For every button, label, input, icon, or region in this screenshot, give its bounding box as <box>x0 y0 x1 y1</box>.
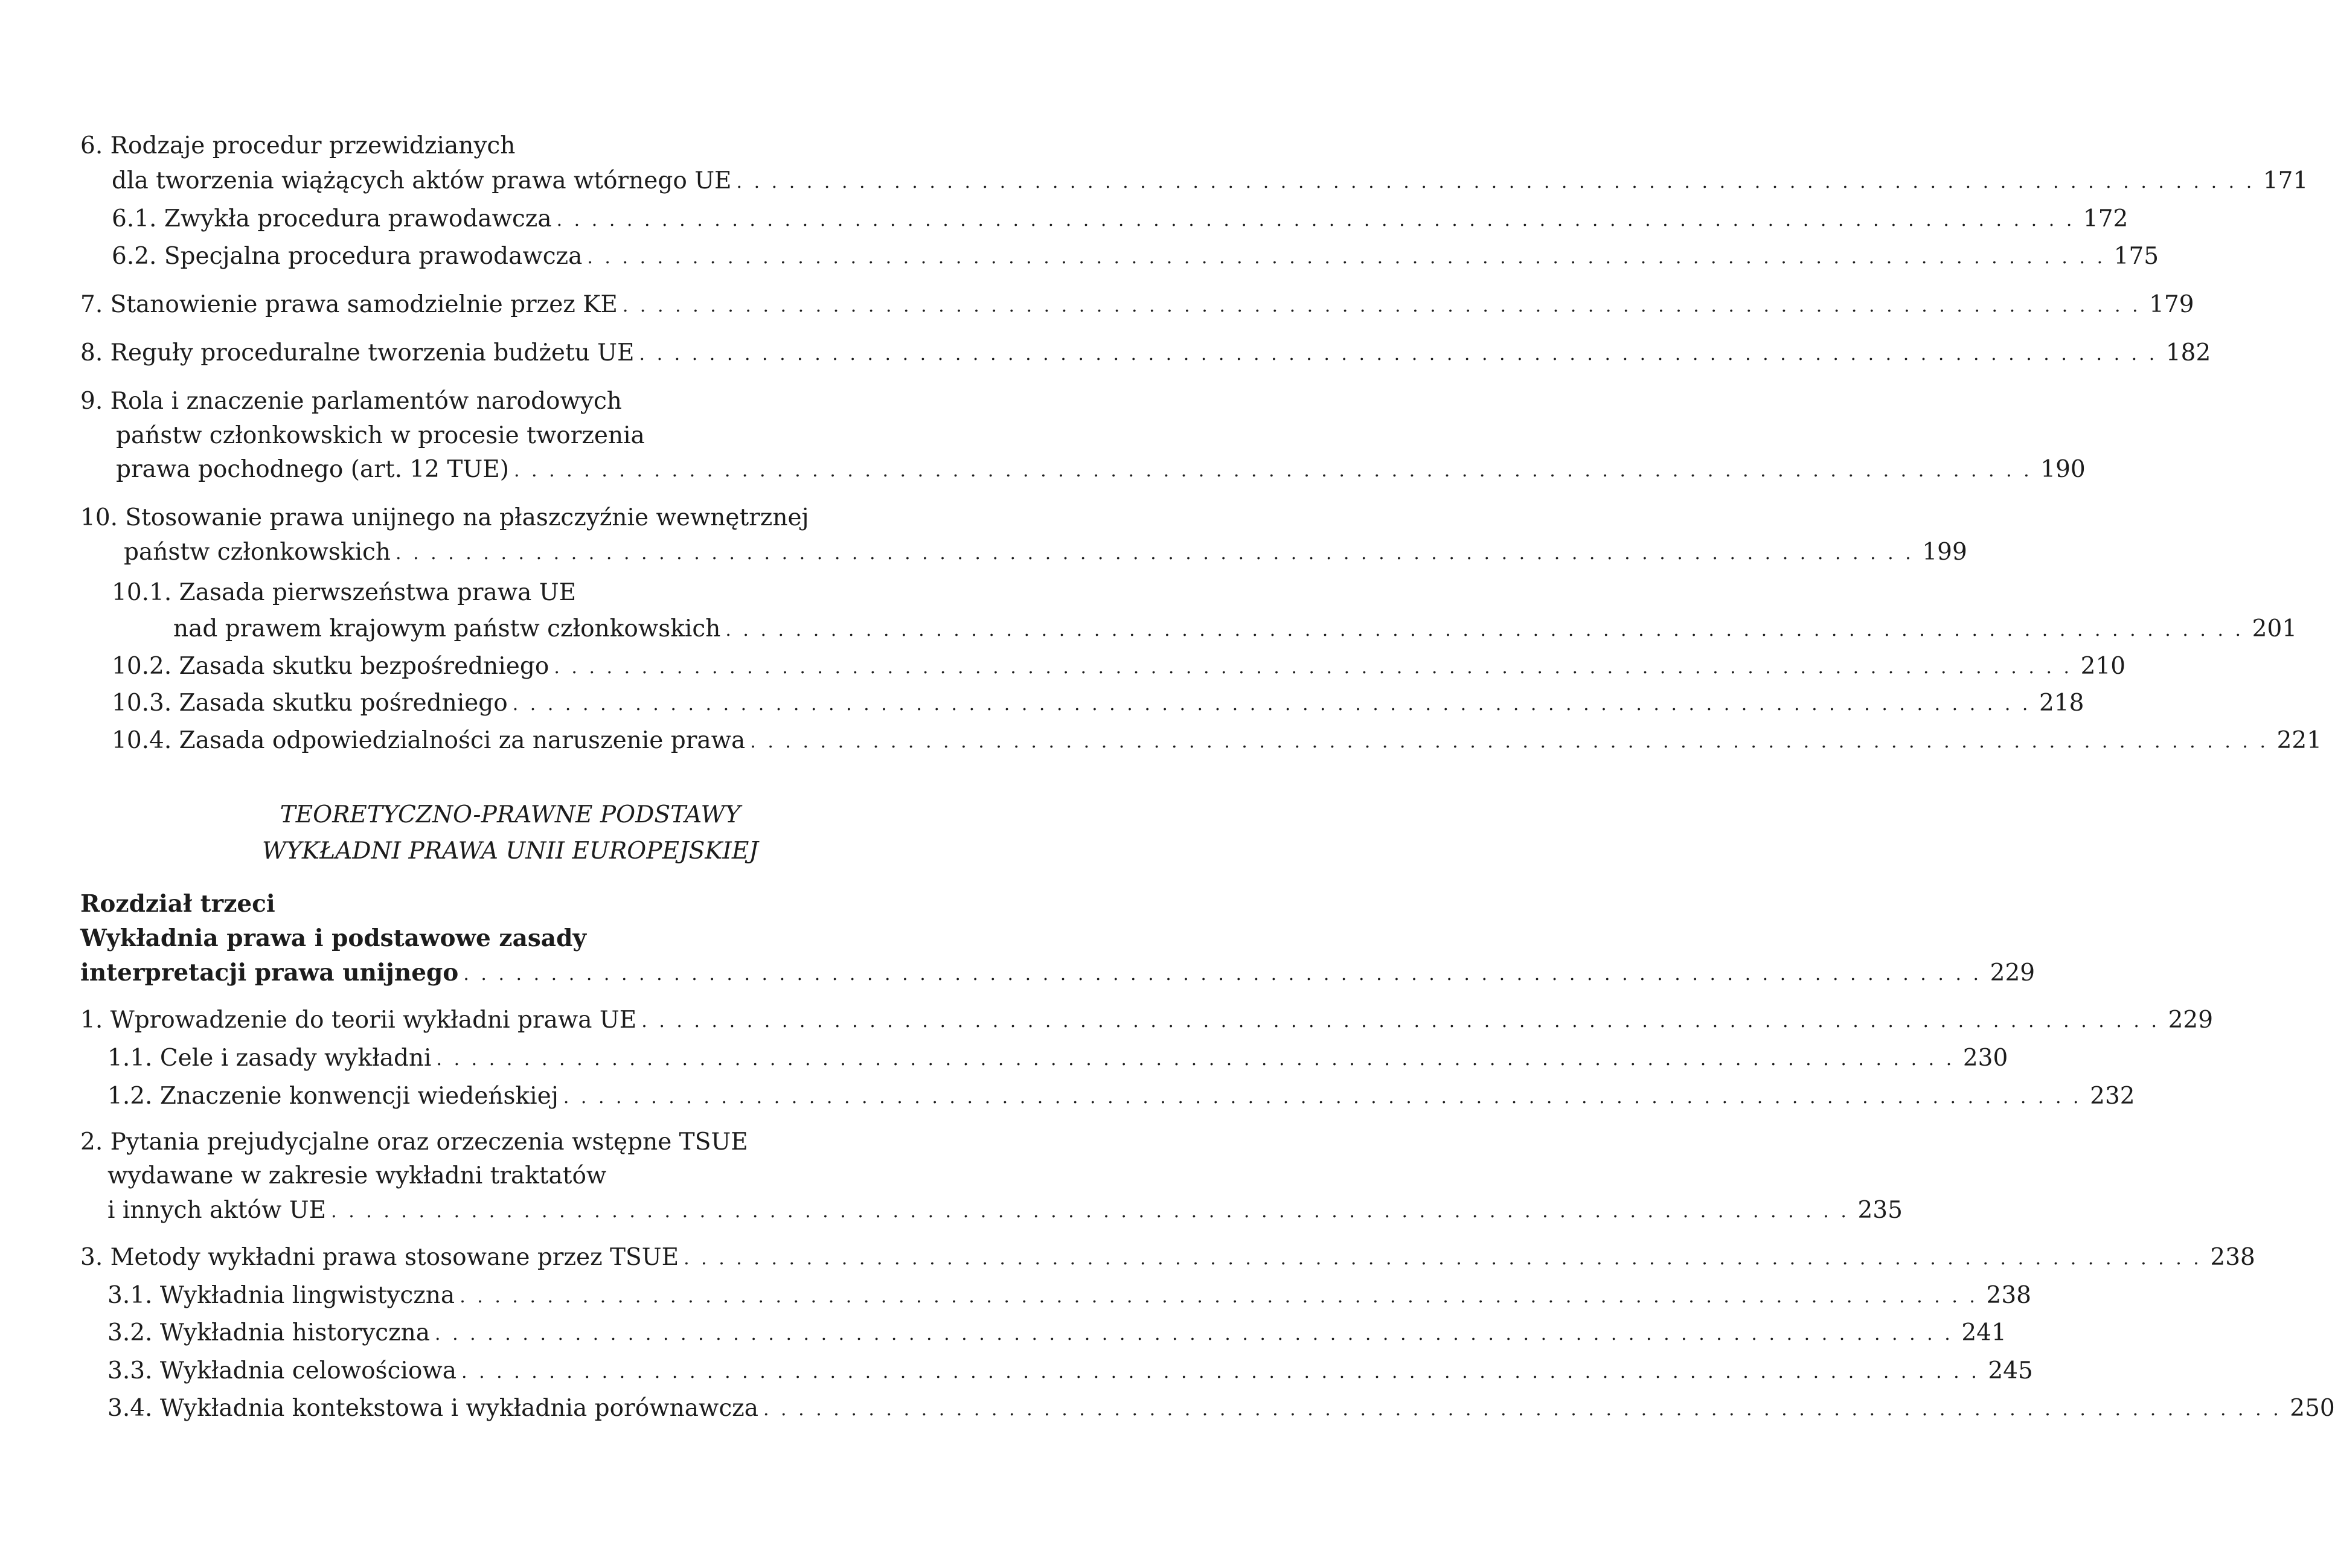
dot-leader: . . . . . . . . . . . . . . . . . . . . . . . . . . . . . . . . . . . . . . . . . . . . . . . . . . . . . . . . . . . . . . . . . . . . . . . . . . . . . . . . . . . . . . . <box>396 543 1914 564</box>
dot-leader: . . . . . . . . . . . . . . . . . . . . . . . . . . . . . . . . . . . . . . . . . . . . . . . . . . . . . . . . . . . . . . . . . . . . . . . . . . . . . . . . . . . . . . . <box>512 694 2031 715</box>
dot-leader: . . . . . . . . . . . . . . . . . . . . . . . . . . . . . . . . . . . . . . . . . . . . . . . . . . . . . . . . . . . . . . . . . . . . . . . . . . . . . . . . . . . . . . . <box>725 619 2244 641</box>
dot-leader: . . . . . . . . . . . . . . . . . . . . . . . . . . . . . . . . . . . . . . . . . . . . . . . . . . . . . . . . . . . . . . . . . . . . . . . . . . . . . . . . . . . . . . . <box>587 247 2106 268</box>
dot-leader: . . . . . . . . . . . . . . . . . . . . . . . . . . . . . . . . . . . . . . . . . . . . . . . . . . . . . . . . . . . . . . . . . . . . . . . . . . . . . . . . . . . . . . . <box>736 171 2255 193</box>
toc-entry-6-1: 6.1. Zwykła procedura prawodawcza . . . . . . . . . . . . . . . . . . . . . . . . . . . . . . . . . . . . . . . . . . . . . . . . . . . . . . . . . . . . . . . . . . . . . . . . . . . . . . . . . . . . . . . 172 <box>112 205 2128 232</box>
toc-entry-10-4: 10.4. Zasada odpowiedzialności za naruszenie prawa . . . . . . . . . . . . . . . . . . . . . . . . . . . . . . . . . . . . . . . . . . . . . . . . . . . . . . . . . . . . . . . . . . . . . . . . . . . . . . . . . . . . . . . 221 <box>112 727 2322 754</box>
dot-leader: . . . . . . . . . . . . . . . . . . . . . . . . . . . . . . . . . . . . . . . . . . . . . . . . . . . . . . . . . . . . . . . . . . . . . . . . . . . . . . . . . . . . . . . <box>436 1049 1955 1070</box>
dot-leader: . . . . . . . . . . . . . . . . . . . . . . . . . . . . . . . . . . . . . . . . . . . . . . . . . . . . . . . . . . . . . . . . . . . . . . . . . . . . . . . . . . . . . . . <box>684 1248 2202 1269</box>
toc-entry-10-2: 10.2. Zasada skutku bezpośredniego . . . . . . . . . . . . . . . . . . . . . . . . . . . . . . . . . . . . . . . . . . . . . . . . . . . . . . . . . . . . . . . . . . . . . . . . . . . . . . . . . . . . . . . 210 <box>112 653 2126 680</box>
page-number: 232 <box>2090 1083 2135 1110</box>
dot-leader: . . . . . . . . . . . . . . . . . . . . . . . . . . . . . . . . . . . . . . . . . . . . . . . . . . . . . . . . . . . . . . . . . . . . . . . . . . . . . . . . . . . . . . . <box>461 1362 1980 1383</box>
toc-entry-1-2: 1.2. Znaczenie konwencji wiedeńskiej . . . . . . . . . . . . . . . . . . . . . . . . . . . . . . . . . . . . . . . . . . . . . . . . . . . . . . . . . . . . . . . . . . . . . . . . . . . . . . . . . . . . . . . 232 <box>107 1083 2135 1110</box>
toc-entry-3-1: 3.1. Wykładnia lingwistyczna . . . . . . . . . . . . . . . . . . . . . . . . . . . . . . . . . . . . . . . . . . . . . . . . . . . . . . . . . . . . . . . . . . . . . . . . . . . . . . . . . . . . . . . 238 <box>107 1282 2031 1309</box>
dot-leader: . . . . . . . . . . . . . . . . . . . . . . . . . . . . . . . . . . . . . . . . . . . . . . . . . . . . . . . . . . . . . . . . . . . . . . . . . . . . . . . . . . . . . . . <box>563 1087 2082 1108</box>
toc-entry-1: 1. Wprowadzenie do teorii wykładni prawa UE . . . . . . . . . . . . . . . . . . . . . . . . . . . . . . . . . . . . . . . . . . . . . . . . . . . . . . . . . . . . . . . . . . . . . . . . . . . . . . . . . . . . . . . 229 <box>80 1006 2214 1034</box>
dot-leader: . . . . . . . . . . . . . . . . . . . . . . . . . . . . . . . . . . . . . . . . . . . . . . . . . . . . . . . . . . . . . . . . . . . . . . . . . . . . . . . . . . . . . . . <box>463 964 1982 985</box>
toc-entry-6: dla tworzenia wiążących aktów prawa wtórnego UE . . . . . . . . . . . . . . . . . . . . . . . . . . . . . . . . . . . . . . . . . . . . . . . . . . . . . . . . . . . . . . . . . . . . . . . . . . . . . . . . . . . . . . . 171 <box>112 167 2308 194</box>
toc-entry-1-1: 1.1. Cele i zasady wykładni . . . . . . . . . . . . . . . . . . . . . . . . . . . . . . . . . . . . . . . . . . . . . . . . . . . . . . . . . . . . . . . . . . . . . . . . . . . . . . . . . . . . . . . 230 <box>107 1045 2008 1072</box>
toc-entry-10-line1: 10. Stosowanie prawa unijnego na płaszczyźnie wewnętrznej <box>80 504 809 531</box>
page-number: 218 <box>2039 690 2084 717</box>
page-number: 201 <box>2252 615 2298 642</box>
page-number: 235 <box>1857 1197 1903 1224</box>
toc-entry-10-1-line1: 10.1. Zasada pierwszeństwa prawa UE <box>112 579 577 606</box>
toc-entry-8: 8. Reguły proceduralne tworzenia budżetu UE . . . . . . . . . . . . . . . . . . . . . . . . . . . . . . . . . . . . . . . . . . . . . . . . . . . . . . . . . . . . . . . . . . . . . . . . . . . . . . . . . . . . . . . 182 <box>80 339 2211 366</box>
toc-entry-9-line2: państw członkowskich w procesie tworzenia <box>116 422 645 449</box>
chapter-title-line1: Wykładnia prawa i podstawowe zasady <box>80 924 587 952</box>
part-heading-line2: WYKŁADNI PRAWA UNII EUROPEJSKIEJ <box>262 837 758 865</box>
toc-entry-9: prawa pochodnego (art. 12 TUE) . . . . . . . . . . . . . . . . . . . . . . . . . . . . . . . . . . . . . . . . . . . . . . . . . . . . . . . . . . . . . . . . . . . . . . . . . . . . . . . . . . . . . . . 190 <box>116 456 2086 483</box>
page-number: 245 <box>1988 1357 2033 1384</box>
page-number: 229 <box>1990 959 2036 987</box>
dot-leader: . . . . . . . . . . . . . . . . . . . . . . . . . . . . . . . . . . . . . . . . . . . . . . . . . . . . . . . . . . . . . . . . . . . . . . . . . . . . . . . . . . . . . . . <box>750 731 2269 752</box>
dot-leader: . . . . . . . . . . . . . . . . . . . . . . . . . . . . . . . . . . . . . . . . . . . . . . . . . . . . . . . . . . . . . . . . . . . . . . . . . . . . . . . . . . . . . . . <box>460 1286 1978 1307</box>
page-number: 229 <box>2168 1006 2214 1034</box>
dot-leader: . . . . . . . . . . . . . . . . . . . . . . . . . . . . . . . . . . . . . . . . . . . . . . . . . . . . . . . . . . . . . . . . . . . . . . . . . . . . . . . . . . . . . . . <box>556 210 2075 231</box>
page-number: 199 <box>1922 539 1967 566</box>
dot-leader: . . . . . . . . . . . . . . . . . . . . . . . . . . . . . . . . . . . . . . . . . . . . . . . . . . . . . . . . . . . . . . . . . . . . . . . . . . . . . . . . . . . . . . . <box>639 344 2158 365</box>
dot-leader: . . . . . . . . . . . . . . . . . . . . . . . . . . . . . . . . . . . . . . . . . . . . . . . . . . . . . . . . . . . . . . . . . . . . . . . . . . . . . . . . . . . . . . . <box>554 657 2073 678</box>
dot-leader: . . . . . . . . . . . . . . . . . . . . . . . . . . . . . . . . . . . . . . . . . . . . . . . . . . . . . . . . . . . . . . . . . . . . . . . . . . . . . . . . . . . . . . . <box>641 1011 2160 1032</box>
chapter-label: Rozdział trzeci <box>80 890 275 918</box>
page-number: 238 <box>2210 1244 2255 1271</box>
page-number: 210 <box>2080 653 2126 680</box>
toc-entry-10: państw członkowskich . . . . . . . . . . . . . . . . . . . . . . . . . . . . . . . . . . . . . . . . . . . . . . . . . . . . . . . . . . . . . . . . . . . . . . . . . . . . . . . . . . . . . . . 199 <box>124 539 1967 566</box>
page-number: 190 <box>2040 456 2086 483</box>
page-number: 230 <box>1962 1045 2008 1072</box>
page-number: 182 <box>2165 339 2211 366</box>
page-number: 171 <box>2263 167 2308 194</box>
dot-leader: . . . . . . . . . . . . . . . . . . . . . . . . . . . . . . . . . . . . . . . . . . . . . . . . . . . . . . . . . . . . . . . . . . . . . . . . . . . . . . . . . . . . . . . <box>331 1201 1850 1222</box>
dot-leader: . . . . . . . . . . . . . . . . . . . . . . . . . . . . . . . . . . . . . . . . . . . . . . . . . . . . . . . . . . . . . . . . . . . . . . . . . . . . . . . . . . . . . . . <box>763 1399 2282 1420</box>
dot-leader: . . . . . . . . . . . . . . . . . . . . . . . . . . . . . . . . . . . . . . . . . . . . . . . . . . . . . . . . . . . . . . . . . . . . . . . . . . . . . . . . . . . . . . . <box>622 295 2141 316</box>
page-number: 250 <box>2290 1395 2335 1422</box>
chapter-title: interpretacji prawa unijnego . . . . . . . . . . . . . . . . . . . . . . . . . . . . . . . . . . . . . . . . . . . . . . . . . . . . . . . . . . . . . . . . . . . . . . . . . . . . . . . . . . . . . . . 229 <box>80 959 2036 987</box>
toc-entry-9-line1: 9. Rola i znaczenie parlamentów narodowych <box>80 388 622 415</box>
toc-entry-3: 3. Metody wykładni prawa stosowane przez TSUE . . . . . . . . . . . . . . . . . . . . . . . . . . . . . . . . . . . . . . . . . . . . . . . . . . . . . . . . . . . . . . . . . . . . . . . . . . . . . . . . . . . . . . . 238 <box>80 1244 2255 1271</box>
part-heading-line1: TEORETYCZNO-PRAWNE PODSTAWY <box>280 801 741 828</box>
page-number: 221 <box>2276 727 2322 754</box>
dot-leader: . . . . . . . . . . . . . . . . . . . . . . . . . . . . . . . . . . . . . . . . . . . . . . . . . . . . . . . . . . . . . . . . . . . . . . . . . . . . . . . . . . . . . . . <box>435 1323 1953 1345</box>
page-number: 241 <box>1961 1319 2007 1346</box>
toc-entry-6-2: 6.2. Specjalna procedura prawodawcza . . . . . . . . . . . . . . . . . . . . . . . . . . . . . . . . . . . . . . . . . . . . . . . . . . . . . . . . . . . . . . . . . . . . . . . . . . . . . . . . . . . . . . . 175 <box>112 243 2159 270</box>
toc-entry-3-3: 3.3. Wykładnia celowościowa . . . . . . . . . . . . . . . . . . . . . . . . . . . . . . . . . . . . . . . . . . . . . . . . . . . . . . . . . . . . . . . . . . . . . . . . . . . . . . . . . . . . . . . 245 <box>107 1357 2033 1384</box>
page-number: 179 <box>2149 291 2194 318</box>
page-number: 238 <box>1986 1282 2031 1309</box>
toc-entry-6-line1: 6. Rodzaje procedur przewidzianych <box>80 132 516 159</box>
toc-entry-7: 7. Stanowienie prawa samodzielnie przez KE . . . . . . . . . . . . . . . . . . . . . . . . . . . . . . . . . . . . . . . . . . . . . . . . . . . . . . . . . . . . . . . . . . . . . . . . . . . . . . . . . . . . . . . 179 <box>80 291 2194 318</box>
toc-entry-3-4: 3.4. Wykładnia kontekstowa i wykładnia porównawcza . . . . . . . . . . . . . . . . . . . . . . . . . . . . . . . . . . . . . . . . . . . . . . . . . . . . . . . . . . . . . . . . . . . . . . . . . . . . . . . . . . . . . . . 250 <box>107 1395 2335 1422</box>
dot-leader: . . . . . . . . . . . . . . . . . . . . . . . . . . . . . . . . . . . . . . . . . . . . . . . . . . . . . . . . . . . . . . . . . . . . . . . . . . . . . . . . . . . . . . . <box>513 460 2032 481</box>
toc-entry-2-line1: 2. Pytania prejudycjalne oraz orzeczenia wstępne TSUE <box>80 1128 748 1156</box>
page-number: 172 <box>2083 205 2128 232</box>
toc-entry-2-line2: wydawane w zakresie wykładni traktatów <box>107 1162 607 1189</box>
toc-entry-3-2: 3.2. Wykładnia historyczna . . . . . . . . . . . . . . . . . . . . . . . . . . . . . . . . . . . . . . . . . . . . . . . . . . . . . . . . . . . . . . . . . . . . . . . . . . . . . . . . . . . . . . . 241 <box>107 1319 2007 1346</box>
toc-entry-10-1: nad prawem krajowym państw członkowskich . . . . . . . . . . . . . . . . . . . . . . . . . . . . . . . . . . . . . . . . . . . . . . . . . . . . . . . . . . . . . . . . . . . . . . . . . . . . . . . . . . . . . . . 201 <box>173 615 2298 642</box>
toc-entry-10-3: 10.3. Zasada skutku pośredniego . . . . . . . . . . . . . . . . . . . . . . . . . . . . . . . . . . . . . . . . . . . . . . . . . . . . . . . . . . . . . . . . . . . . . . . . . . . . . . . . . . . . . . . 218 <box>112 690 2084 717</box>
page-number: 175 <box>2113 243 2159 270</box>
toc-entry-2: i innych aktów UE . . . . . . . . . . . . . . . . . . . . . . . . . . . . . . . . . . . . . . . . . . . . . . . . . . . . . . . . . . . . . . . . . . . . . . . . . . . . . . . . . . . . . . . 235 <box>107 1197 1903 1224</box>
